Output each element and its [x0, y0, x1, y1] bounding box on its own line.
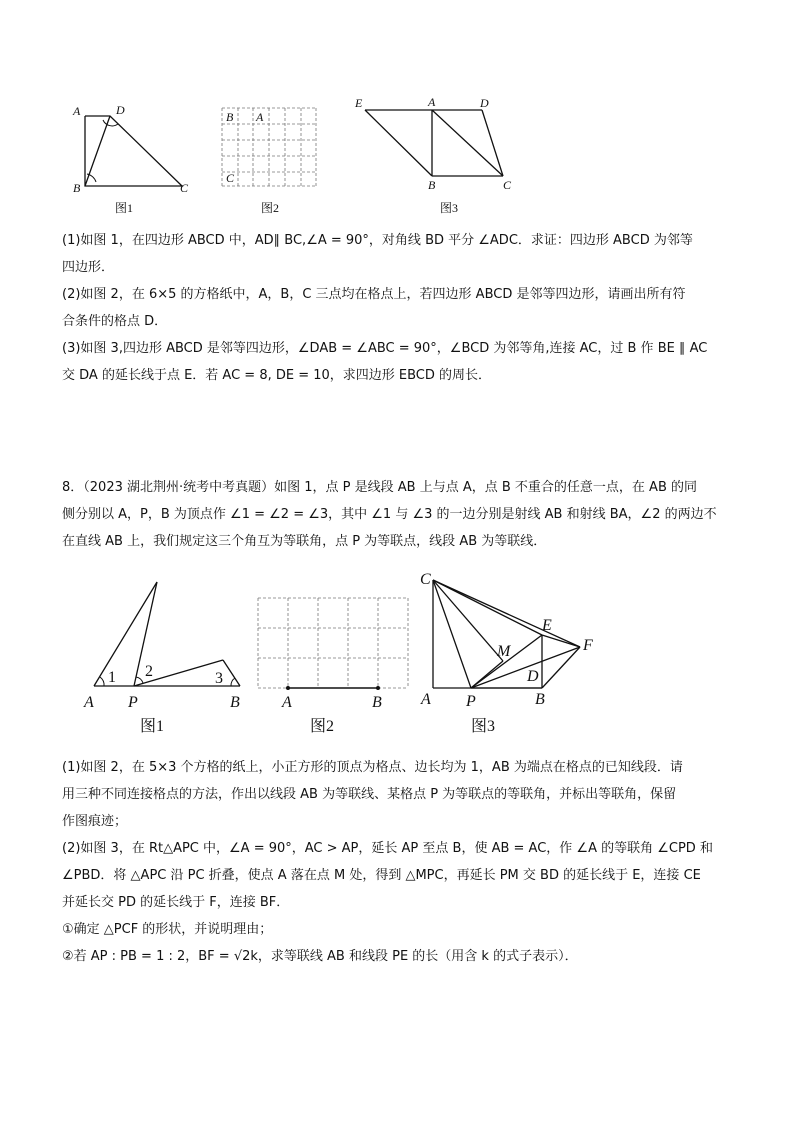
p8-q1-line3: 作图痕迹；: [62, 814, 128, 829]
label-d: D: [480, 96, 489, 110]
label-e: E: [355, 96, 363, 110]
label-a: A: [282, 694, 292, 711]
q1-line2: 四边形．: [62, 260, 115, 275]
section1-questions: [62, 227, 732, 389]
figure-3b-lines: [433, 580, 580, 688]
q1-line1: (1)如图 1，在四边形 ABCD 中，AD∥ BC,∠A = 90°，对角线 BD 平分 ∠ADC．求证：四边形 ABCD 为邻等: [62, 233, 693, 248]
p8-q1-line2: 用三种不同连接格点的方法，作出以线段 AB 为等联线、某格点 P 为等联点的等联角，并标出等联角，保留: [62, 787, 677, 802]
label-a: A: [73, 104, 81, 118]
angle-arc-3: [231, 678, 235, 686]
problem8-statement: [62, 474, 732, 555]
label-b: B: [73, 181, 81, 195]
label-b: B: [226, 110, 234, 124]
problem8-line2: 侧分别以 A，P，B 为顶点作 ∠1 = ∠2 = ∠3，其中 ∠1 与 ∠3 的一边分别是射线 AB 和射线 BA，∠2 的两边不: [62, 507, 717, 522]
q3-line1: (3)如图 3,四边形 ABCD 是邻等四边形，∠DAB = ∠ABC = 90°，∠BCD 为邻等角,连接 AC，过 B 作 BE ∥ AC: [62, 341, 708, 356]
label-c: C: [420, 571, 431, 588]
diagonal-bd: [85, 116, 110, 186]
p8-q2-line3: 并延长交 PD 的延长线于 F，连接 BF．: [62, 895, 290, 910]
caption-fig2: 图2: [261, 201, 280, 215]
label-c: C: [503, 178, 512, 192]
p8-q2-line1: (2)如图 3，在 Rt△APC 中，∠A = 90°，AC > AP，延长 AP 至点 B，使 AB = AC，作 ∠A 的等联角 ∠CPD 和: [62, 841, 713, 856]
label-f: F: [583, 637, 593, 654]
angle-arc-1: [100, 677, 104, 686]
figure-2b-svg: [250, 590, 425, 740]
figure-3-svg: [345, 92, 525, 220]
label-b: B: [535, 691, 545, 708]
label-b: B: [428, 178, 436, 192]
label-c: C: [180, 181, 189, 195]
problem8-questions: [62, 754, 732, 970]
p8-q2-line2: ∠PBD．将 △APC 沿 PC 折叠，使点 A 落在点 M 处，得到 △MPC，再延长 PM 交 BD 的延长线于 E，连接 CE: [62, 868, 701, 883]
problem8-line1: 8．（2023 湖北荆州·统考中考真题）如图 1，点 P 是线段 AB 上与点 A，点 B 不重合的任意一点，在 AB 的同: [62, 480, 697, 495]
label-m: M: [497, 643, 511, 660]
label-b: B: [372, 694, 382, 711]
label-b: B: [230, 694, 240, 711]
q3-line2: 交 DA 的延长线于点 E．若 AC = 8, DE = 10，求四边形 EBCD 的周长．: [62, 368, 492, 383]
figure-3-folding: [415, 568, 605, 740]
figure-3-quadrilateral: [345, 92, 525, 220]
quad-abcd: [85, 116, 182, 186]
point-b: [376, 686, 380, 690]
p8-q2-sub1: ①确定 △PCF 的形状，并说明理由；: [62, 922, 273, 937]
caption-fig3: 图3: [471, 718, 496, 735]
p8-q2-sub2: ②若 AP : PB = 1 : 2，BF = √2k，求等联线 AB 和线段 PE 的长（用含 k 的式子表示）．: [62, 949, 578, 964]
grid-lines: [258, 598, 408, 688]
problem8-line3: 在直线 AB 上，我们规定这三个角互为等联角，点 P 为等联点，线段 AB 为等联线．: [62, 534, 547, 549]
figure-1-equal-angles: [80, 576, 255, 741]
figure-3b-svg: [415, 568, 605, 740]
figure-2-grid: [215, 100, 325, 220]
q2-line1: (2)如图 2，在 6×5 的方格纸中，A，B，C 三点均在格点上，若四边形 ABCD 是邻等四边形，请画出所有符: [62, 287, 686, 302]
p8-q1-line1: (1)如图 2，在 5×3 个方格的纸上，小正方形的顶点为格点、边长均为 1，AB 为端点在格点的已知线段．请: [62, 760, 683, 775]
angle-label-2: 2: [145, 663, 153, 680]
point-a: [286, 686, 290, 690]
angle-label-3: 3: [215, 670, 223, 687]
angle-label-1: 1: [108, 669, 116, 686]
label-p: P: [128, 694, 138, 711]
label-a: A: [84, 694, 94, 711]
caption-fig1: 图1: [115, 201, 134, 215]
caption-fig3: 图3: [440, 201, 459, 215]
label-e: E: [542, 617, 552, 634]
label-c: C: [226, 171, 235, 185]
label-d: D: [116, 103, 125, 117]
line-eb: [365, 110, 432, 176]
label-a: A: [428, 95, 436, 109]
q2-line2: 合条件的格点 D．: [62, 314, 168, 329]
label-a: A: [421, 691, 431, 708]
figure-1-quadrilateral: [60, 100, 200, 220]
caption-fig1: 图1: [140, 718, 165, 735]
angle-arc-2: [136, 677, 143, 683]
grid-lines: [222, 108, 316, 186]
label-p: P: [466, 693, 476, 710]
figure-2-svg: [215, 100, 325, 220]
figure-1-svg: [60, 100, 200, 220]
figure-1b-svg: [80, 576, 255, 741]
figure-2-grid-5x3: [250, 590, 425, 740]
label-d: D: [527, 668, 539, 685]
label-a: A: [256, 110, 264, 124]
caption-fig2: 图2: [310, 718, 335, 735]
